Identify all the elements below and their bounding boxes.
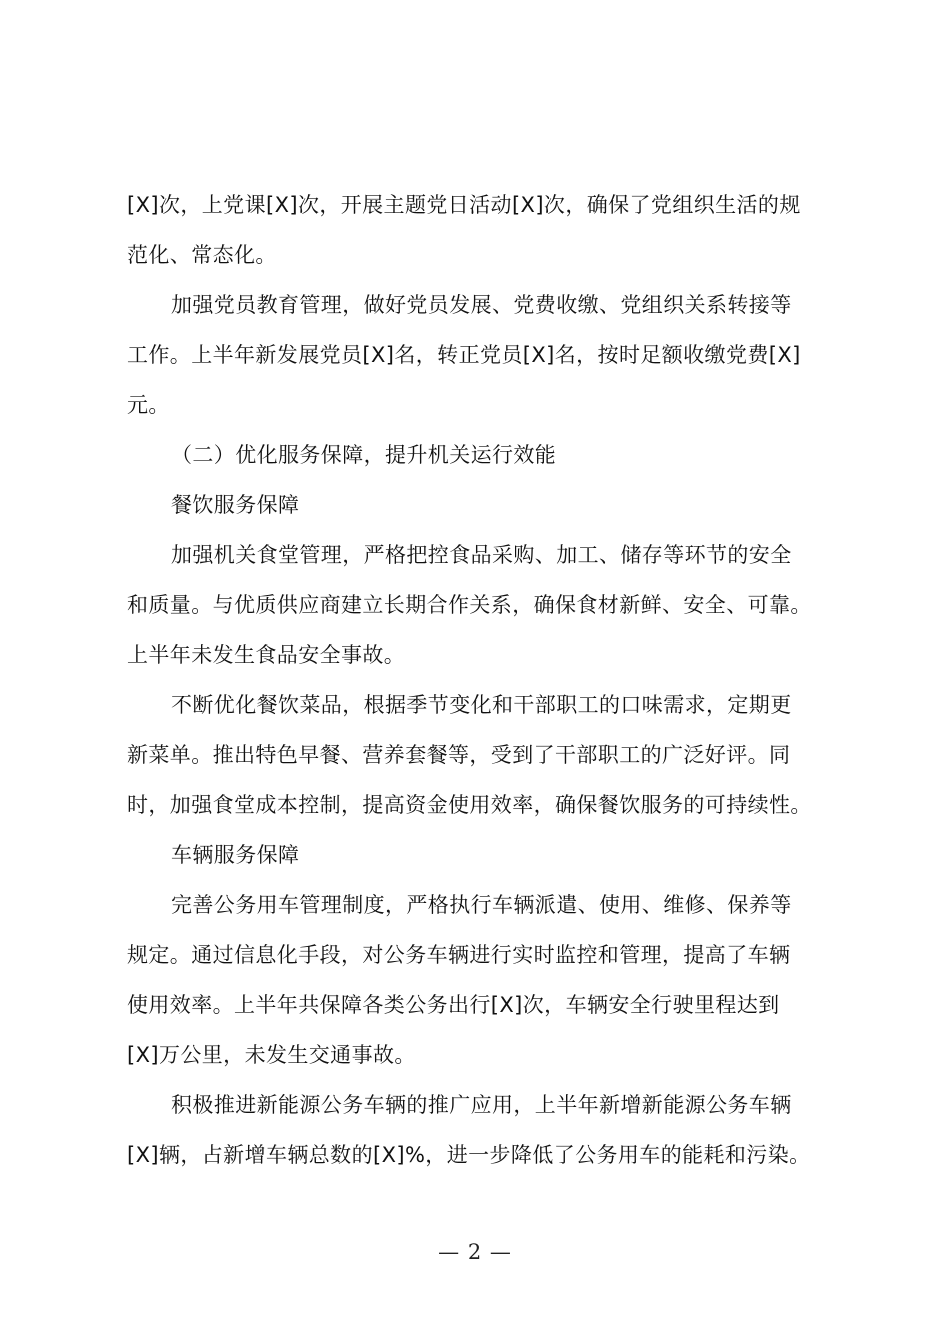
text-line: 和质量。与优质供应商建立长期合作关系，确保食材新鲜、安全、可靠。 bbox=[127, 593, 812, 617]
text-line: [X]辆，占新增车辆总数的[X]%，进一步降低了公务用车的能耗和污染。 bbox=[127, 1143, 811, 1167]
subsection-heading-vehicles: 车辆服务保障 bbox=[171, 843, 300, 867]
paragraph-start: 加强机关食堂管理，严格把控食品采购、加工、储存等环节的安全 bbox=[171, 543, 792, 567]
paragraph-start: 加强党员教育管理，做好党员发展、党费收缴、党组织关系转接等 bbox=[171, 293, 792, 317]
text-line: [X]万公里，未发生交通事故。 bbox=[127, 1043, 416, 1067]
paragraph-start: 不断优化餐饮菜品，根据季节变化和干部职工的口味需求，定期更 bbox=[171, 693, 792, 717]
document-body bbox=[127, 180, 835, 1180]
subsection-heading-catering: 餐饮服务保障 bbox=[171, 493, 300, 517]
text-line: [X]次，上党课[X]次，开展主题党日活动[X]次，确保了党组织生活的规 bbox=[127, 193, 801, 217]
text-line: 时，加强食堂成本控制，提高资金使用效率，确保餐饮服务的可持续性。 bbox=[127, 793, 812, 817]
paragraph-start: 完善公务用车管理制度，严格执行车辆派遣、使用、维修、保养等 bbox=[171, 893, 792, 917]
paragraph-start: 积极推进新能源公务车辆的推广应用，上半年新增新能源公务车辆 bbox=[171, 1093, 792, 1117]
text-line: 新菜单。推出特色早餐、营养套餐等，受到了干部职工的广泛好评。同 bbox=[127, 743, 791, 767]
text-line: 工作。上半年新发展党员[X]名，转正党员[X]名，按时足额收缴党费[X] bbox=[127, 343, 801, 367]
text-line: 使用效率。上半年共保障各类公务出行[X]次，车辆安全行驶里程达到 bbox=[127, 993, 780, 1017]
text-line: 元。 bbox=[127, 393, 170, 417]
text-line: 上半年未发生食品安全事故。 bbox=[127, 643, 406, 667]
text-line: 范化、常态化。 bbox=[127, 243, 277, 267]
text-line: 规定。通过信息化手段，对公务车辆进行实时监控和管理，提高了车辆 bbox=[127, 943, 791, 967]
page-number: — 2 — bbox=[438, 1240, 512, 1264]
section-heading: （二）优化服务保障，提升机关运行效能 bbox=[171, 443, 557, 467]
